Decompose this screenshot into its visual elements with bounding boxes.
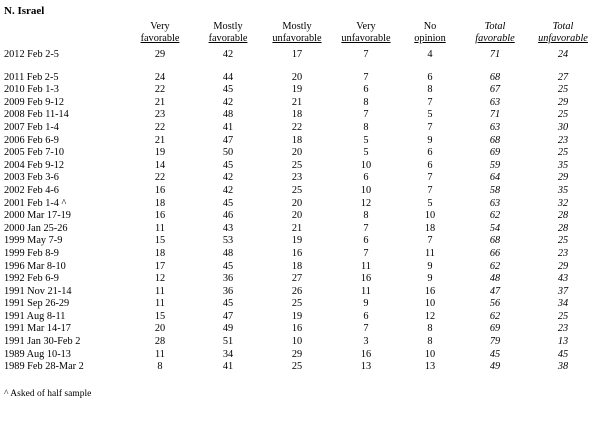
cell-value: 20 (291, 71, 303, 83)
cell-value: 13 (557, 336, 569, 348)
cell-value: 16 (360, 273, 372, 285)
row-date: 2005 Feb 7-10 (4, 147, 65, 159)
cell-value: 15 (154, 235, 166, 247)
cell-value: 5 (363, 134, 369, 146)
cell-value: 41 (222, 361, 234, 373)
spacer-row (4, 62, 596, 72)
cell-value: 59 (489, 159, 501, 171)
header-total-unfavorable: Total unfavorable (538, 20, 588, 45)
table-row (4, 160, 596, 173)
cell-value: 22 (154, 121, 166, 133)
cell-value: 13 (424, 361, 436, 373)
cell-value: 11 (155, 348, 165, 360)
table-row (4, 235, 596, 248)
table-row (4, 223, 596, 236)
row-date: 1991 Sep 26-29 (4, 298, 70, 310)
cell-value: 11 (155, 285, 165, 297)
cell-value: 20 (291, 147, 303, 159)
cell-value: 42 (222, 96, 234, 108)
cell-value: 47 (222, 310, 234, 322)
cell-value: 67 (489, 84, 501, 96)
cell-value: 26 (291, 285, 303, 297)
cell-value: 45 (557, 348, 569, 360)
cell-value: 25 (557, 109, 569, 121)
cell-value: 63 (489, 96, 501, 108)
cell-value: 8 (363, 210, 369, 222)
cell-value: 10 (360, 159, 372, 171)
cell-value: 47 (222, 134, 234, 146)
table-row (4, 248, 596, 261)
cell-value: 19 (291, 310, 303, 322)
cell-value: 20 (291, 210, 303, 222)
cell-value: 7 (427, 96, 433, 108)
cell-value: 35 (557, 159, 569, 171)
cell-value: 51 (222, 336, 234, 348)
cell-value: 71 (489, 49, 501, 60)
cell-value: 41 (222, 121, 234, 133)
cell-value: 5 (427, 109, 433, 121)
cell-value: 7 (363, 71, 369, 83)
header-date (4, 18, 126, 46)
cell-value: 68 (489, 134, 501, 146)
cell-value: 25 (291, 361, 303, 373)
cell-value: 7 (427, 235, 433, 247)
footnote: ^ Asked of half sample (4, 389, 92, 399)
row-date: 1989 Aug 10-13 (4, 348, 71, 360)
cell-value: 21 (291, 96, 303, 108)
row-date: 1991 Aug 8-11 (4, 310, 66, 322)
table-title: N. Israel (4, 5, 45, 17)
cell-value: 14 (154, 159, 166, 171)
table-row (4, 286, 596, 299)
cell-value: 53 (222, 235, 234, 247)
table-row (4, 349, 596, 362)
cell-value: 11 (155, 298, 165, 310)
cell-value: 7 (427, 184, 433, 196)
cell-value: 68 (489, 235, 501, 247)
cell-value: 23 (557, 134, 569, 146)
cell-value: 71 (489, 109, 501, 121)
header-very-unfavorable: Very unfavorable (341, 20, 391, 45)
table-row (4, 72, 596, 85)
cell-value: 17 (291, 49, 303, 60)
cell-value: 6 (427, 71, 433, 83)
cell-value: 43 (222, 222, 234, 234)
cell-value: 18 (291, 109, 303, 121)
cell-value: 27 (291, 273, 303, 285)
cell-value: 6 (427, 159, 433, 171)
table-row (4, 198, 596, 211)
cell-value: 45 (489, 348, 501, 360)
cell-value: 15 (154, 310, 166, 322)
row-date: 1991 Nov 21-14 (4, 285, 72, 297)
cell-value: 7 (427, 172, 433, 184)
cell-value: 63 (489, 121, 501, 133)
cell-value: 56 (489, 298, 501, 310)
cell-value: 43 (557, 273, 569, 285)
row-date: 2000 Jan 25-26 (4, 222, 68, 234)
cell-value: 69 (489, 323, 501, 335)
row-date: 2010 Feb 1-3 (4, 84, 59, 96)
cell-value: 45 (222, 197, 234, 209)
cell-value: 25 (291, 298, 303, 310)
cell-value: 16 (291, 247, 303, 259)
cell-value: 23 (557, 247, 569, 259)
table-row (4, 261, 596, 274)
cell-value: 7 (363, 222, 369, 234)
cell-value: 9 (363, 298, 369, 310)
cell-value: 62 (489, 260, 501, 272)
table-row (4, 122, 596, 135)
row-date: 1992 Feb 6-9 (4, 273, 59, 285)
cell-value: 20 (154, 323, 166, 335)
cell-value: 7 (363, 247, 369, 259)
cell-value: 10 (291, 336, 303, 348)
cell-value: 7 (427, 121, 433, 133)
table-row (4, 97, 596, 110)
cell-value: 45 (222, 159, 234, 171)
cell-value: 18 (154, 197, 166, 209)
cell-value: 42 (222, 184, 234, 196)
cell-value: 6 (427, 147, 433, 159)
cell-value: 46 (222, 210, 234, 222)
cell-value: 16 (154, 210, 166, 222)
cell-value: 23 (291, 172, 303, 184)
table-row (4, 135, 596, 148)
cell-value: 11 (361, 285, 371, 297)
table-row (4, 336, 596, 349)
cell-value: 12 (424, 310, 436, 322)
cell-value: 16 (360, 348, 372, 360)
cell-value: 62 (489, 210, 501, 222)
cell-value: 11 (425, 247, 435, 259)
cell-value: 9 (427, 260, 433, 272)
cell-value: 35 (557, 184, 569, 196)
row-date: 2002 Feb 4-6 (4, 184, 59, 196)
table-row (4, 109, 596, 122)
cell-value: 6 (363, 172, 369, 184)
table-row (4, 273, 596, 286)
cell-value: 68 (489, 71, 501, 83)
cell-value: 42 (222, 172, 234, 184)
cell-value: 34 (222, 348, 234, 360)
cell-value: 10 (424, 298, 436, 310)
cell-value: 45 (222, 260, 234, 272)
cell-value: 32 (557, 197, 569, 209)
cell-value: 54 (489, 222, 501, 234)
row-date: 1996 Mar 8-10 (4, 260, 66, 272)
row-date: 2006 Feb 6-9 (4, 134, 59, 146)
row-date: 1999 Feb 8-9 (4, 247, 59, 259)
cell-value: 64 (489, 172, 501, 184)
cell-value: 25 (291, 184, 303, 196)
table-row (4, 185, 596, 198)
cell-value: 13 (360, 361, 372, 373)
cell-value: 29 (557, 260, 569, 272)
cell-value: 16 (291, 323, 303, 335)
cell-value: 7 (363, 109, 369, 121)
cell-value: 21 (154, 96, 166, 108)
cell-value: 12 (154, 273, 166, 285)
table-row (4, 46, 596, 62)
cell-value: 11 (155, 222, 165, 234)
cell-value: 6 (363, 84, 369, 96)
cell-value: 19 (291, 84, 303, 96)
cell-value: 24 (557, 49, 569, 60)
cell-value: 30 (557, 121, 569, 133)
table-row (4, 84, 596, 97)
cell-value: 42 (222, 49, 234, 60)
cell-value: 38 (557, 361, 569, 373)
cell-value: 18 (154, 247, 166, 259)
cell-value: 37 (557, 285, 569, 297)
cell-value: 36 (222, 285, 234, 297)
cell-value: 10 (424, 210, 436, 222)
cell-value: 23 (154, 109, 166, 121)
cell-value: 18 (291, 260, 303, 272)
cell-value: 29 (557, 96, 569, 108)
cell-value: 8 (363, 96, 369, 108)
header-very-favorable: Very favorable (140, 20, 180, 45)
cell-value: 8 (427, 84, 433, 96)
cell-value: 8 (427, 323, 433, 335)
cell-value: 18 (291, 134, 303, 146)
table-row (4, 298, 596, 311)
data-table (4, 18, 596, 374)
cell-value: 58 (489, 184, 501, 196)
cell-value: 25 (557, 147, 569, 159)
cell-value: 7 (363, 49, 369, 60)
cell-value: 29 (557, 172, 569, 184)
cell-value: 9 (427, 134, 433, 146)
row-date: 2008 Feb 11-14 (4, 109, 69, 121)
cell-value: 21 (154, 134, 166, 146)
cell-value: 28 (154, 336, 166, 348)
cell-value: 48 (222, 109, 234, 121)
cell-value: 63 (489, 197, 501, 209)
cell-value: 47 (489, 285, 501, 297)
cell-value: 28 (557, 210, 569, 222)
table-row (4, 311, 596, 324)
cell-value: 69 (489, 147, 501, 159)
cell-value: 49 (222, 323, 234, 335)
cell-value: 20 (291, 197, 303, 209)
cell-value: 12 (360, 197, 372, 209)
table-row (4, 147, 596, 160)
cell-value: 5 (427, 197, 433, 209)
cell-value: 28 (557, 222, 569, 234)
cell-value: 3 (363, 336, 369, 348)
cell-value: 24 (154, 71, 166, 83)
cell-value: 19 (154, 147, 166, 159)
cell-value: 7 (363, 323, 369, 335)
header-mostly-unfavorable: Mostly unfavorable (272, 20, 322, 45)
cell-value: 25 (557, 310, 569, 322)
row-date: 1989 Feb 28-Mar 2 (4, 361, 84, 373)
cell-value: 18 (424, 222, 436, 234)
cell-value: 79 (489, 336, 501, 348)
cell-value: 21 (291, 222, 303, 234)
table-row (4, 361, 596, 374)
cell-value: 10 (424, 348, 436, 360)
row-date: 2001 Feb 1-4 ^ (4, 197, 67, 209)
cell-value: 27 (557, 71, 569, 83)
cell-value: 8 (363, 121, 369, 133)
cell-value: 23 (557, 323, 569, 335)
cell-value: 11 (361, 260, 371, 272)
row-date: 1991 Mar 14-17 (4, 323, 71, 335)
cell-value: 48 (489, 273, 501, 285)
header-no-opinion: No opinion (414, 20, 446, 45)
cell-value: 25 (557, 84, 569, 96)
cell-value: 6 (363, 310, 369, 322)
cell-value: 22 (154, 84, 166, 96)
cell-value: 17 (154, 260, 166, 272)
cell-value: 4 (427, 49, 433, 60)
cell-value: 8 (427, 336, 433, 348)
row-date: 2000 Mar 17-19 (4, 210, 71, 222)
row-date: 2004 Feb 9-12 (4, 159, 65, 171)
table-row (4, 172, 596, 185)
cell-value: 36 (222, 273, 234, 285)
row-date: 2009 Feb 9-12 (4, 96, 65, 108)
cell-value: 44 (222, 71, 234, 83)
row-date: 2012 Feb 2-5 (4, 49, 59, 60)
cell-value: 16 (154, 184, 166, 196)
table-body (4, 46, 596, 374)
cell-value: 22 (154, 172, 166, 184)
cell-value: 9 (427, 273, 433, 285)
header-row (4, 18, 596, 46)
cell-value: 34 (557, 298, 569, 310)
cell-value: 6 (363, 235, 369, 247)
cell-value: 25 (291, 159, 303, 171)
cell-value: 5 (363, 147, 369, 159)
cell-value: 45 (222, 298, 234, 310)
header-mostly-favorable: Mostly favorable (208, 20, 248, 45)
cell-value: 10 (360, 184, 372, 196)
cell-value: 62 (489, 310, 501, 322)
row-date: 1991 Jan 30-Feb 2 (4, 336, 81, 348)
cell-value: 19 (291, 235, 303, 247)
cell-value: 45 (222, 84, 234, 96)
cell-value: 50 (222, 147, 234, 159)
header-total-favorable: Total favorable (475, 20, 515, 45)
cell-value: 22 (291, 121, 303, 133)
cell-value: 29 (154, 49, 166, 60)
cell-value: 49 (489, 361, 501, 373)
table-row (4, 210, 596, 223)
cell-value: 25 (557, 235, 569, 247)
cell-value: 8 (157, 361, 163, 373)
cell-value: 29 (291, 348, 303, 360)
table-row (4, 323, 596, 336)
cell-value: 16 (424, 285, 436, 297)
cell-value: 48 (222, 247, 234, 259)
row-date: 1999 May 7-9 (4, 235, 63, 247)
row-date: 2003 Feb 3-6 (4, 172, 59, 184)
row-date: 2011 Feb 2-5 (4, 71, 59, 83)
cell-value: 66 (489, 247, 501, 259)
row-date: 2007 Feb 1-4 (4, 121, 59, 133)
